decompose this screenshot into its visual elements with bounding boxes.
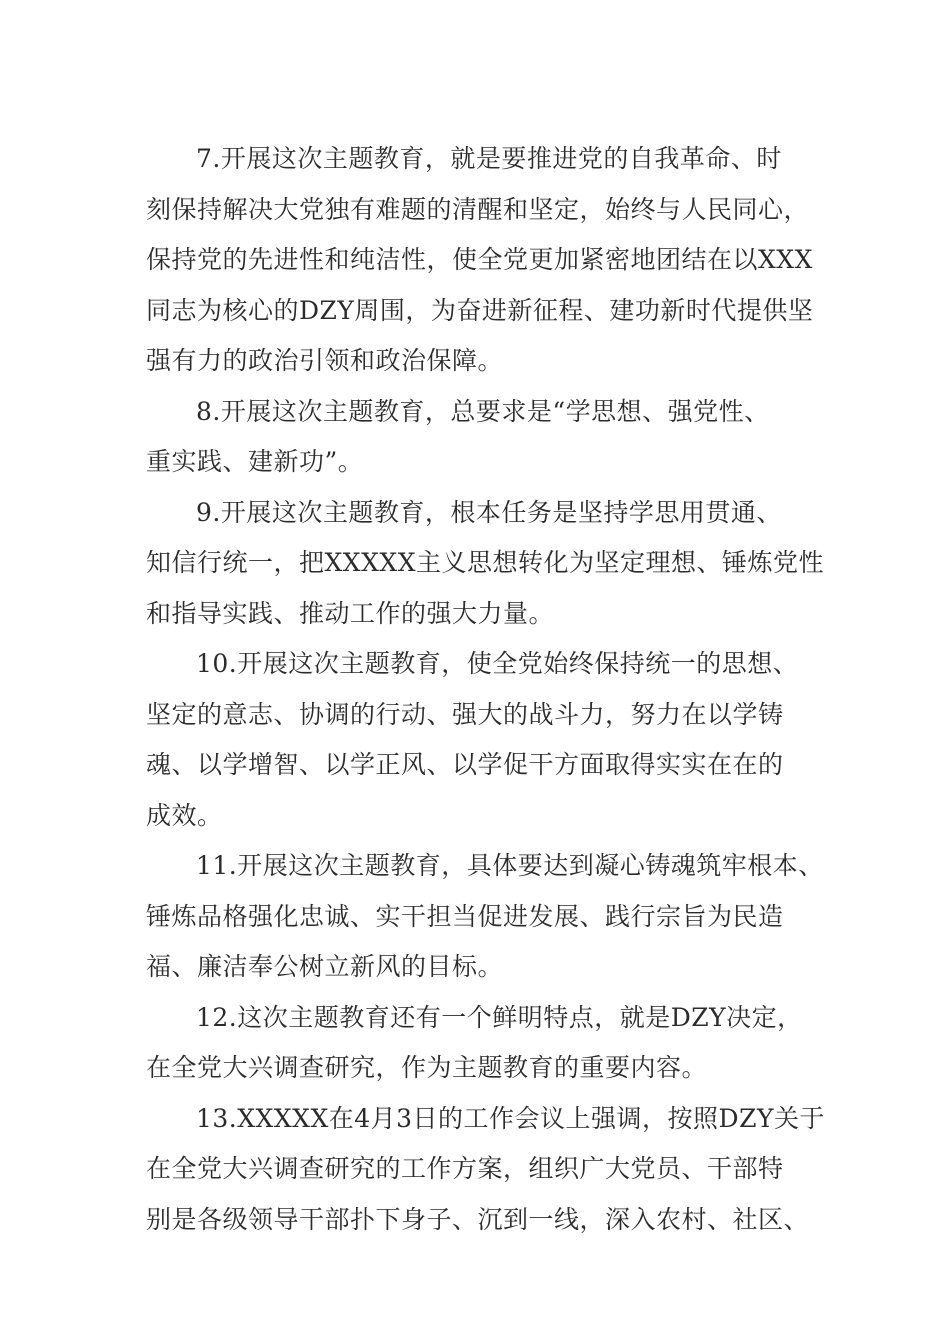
text-line: 9.开展这次主题教育，根本任务是坚持学思用贯通、 [196, 497, 782, 527]
text-line: 强有力的政治引领和政治保障。 [146, 346, 504, 375]
text-line: 锤炼品格强化忠诚、实干担当促进发展、践行宗旨为民造 [146, 901, 784, 931]
paragraph-8 [146, 387, 806, 488]
text-line: 12.这次主题教育还有一个鲜明特点，就是DZY决定， [196, 1002, 803, 1032]
text-line: 和指导实践、推动工作的强大力量。 [146, 598, 555, 628]
paragraph-13 [146, 1094, 825, 1246]
text-line: 保持党的先进性和纯洁性，使全党更加紧密地团结在以XXX [146, 245, 813, 274]
text-line: 成效。 [146, 800, 223, 830]
paragraph-10 [146, 639, 806, 841]
text-line: 坚定的意志、协调的行动、强大的战斗力，努力在以学铸 [146, 699, 784, 729]
paragraph-7 [146, 134, 814, 387]
text-line: 在全党大兴调查研究，作为主题教育的重要内容。 [146, 1053, 708, 1082]
document-body [146, 134, 825, 1245]
text-line: 8.开展这次主题教育，总要求是“学思想、强党性、 [196, 396, 770, 426]
text-line: 魂、以学增智、以学正风、以学促干方面取得实实在在的 [146, 750, 784, 779]
text-line: 知信行统一，把XXXXX主义思想转化为坚定理想、锤炼党性 [146, 548, 824, 577]
paragraph-11 [146, 841, 824, 993]
text-line: 13.XXXXX在4月3日的工作会议上强调，按照DZY关于 [196, 1103, 825, 1133]
text-line: 11.开展这次主题教育，具体要达到凝心铸魂筑牢根本、 [196, 851, 824, 880]
text-line: 在全党大兴调查研究的工作方案，组织广大党员、干部特 [146, 1154, 784, 1183]
text-line: 7.开展这次主题教育，就是要推进党的自我革命、时 [196, 144, 782, 173]
text-line: 别是各级领导干部扑下身子、沉到一线，深入农村、社区、 [146, 1204, 810, 1234]
text-line: 刻保持解决大党独有难题的清醒和坚定，始终与人民同心， [146, 194, 810, 224]
text-line: 同志为核心的DZY周围，为奋进新征程、建功新时代提供坚 [146, 295, 814, 325]
text-line: 福、廉洁奉公树立新风的目标。 [146, 952, 504, 981]
text-line: 重实践、建新功”。 [146, 447, 364, 476]
paragraph-12 [146, 993, 806, 1094]
paragraph-9 [146, 488, 824, 640]
text-line: 10.开展这次主题教育，使全党始终保持统一的思想、 [196, 649, 799, 678]
